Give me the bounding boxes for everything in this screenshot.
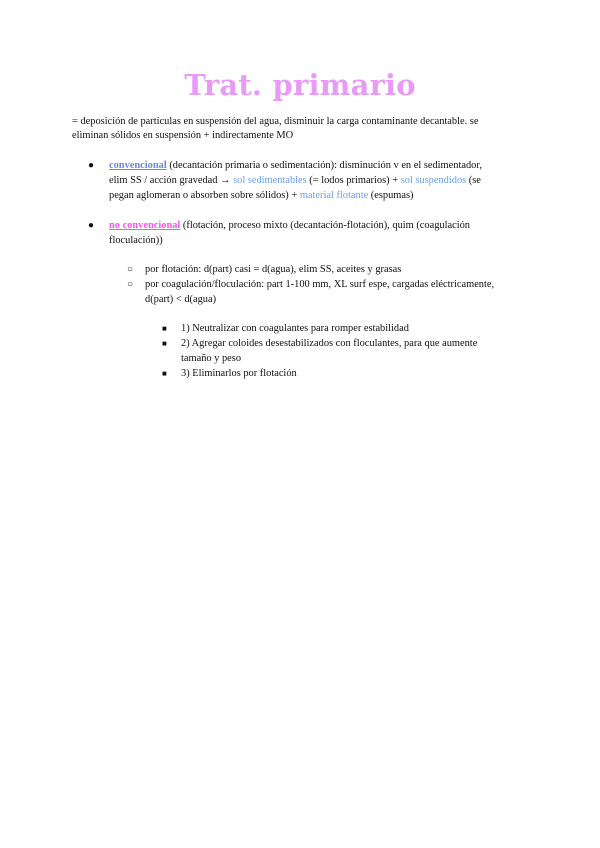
square-bullet-icon: ■ [162,324,167,333]
item-text: (= lodos primarios) + [306,175,401,186]
list-item-convencional [109,158,529,203]
step-1: 1) Neutralizar con coagulantes para romper estabilidad [181,323,409,334]
subitem-flotacion: por flotación: d(part) casi = d(agua), elim SS, aceites y grasas [145,264,402,275]
step-2 [181,336,521,366]
item-text: pegan aglomeran o absorben sobre sólidos) + [109,190,300,201]
circle-bullet-icon: ○ [127,264,134,275]
list-item-no-convencional [109,218,529,248]
circle-bullet-icon: ○ [127,279,134,290]
item-text: tamaño y peso [181,353,242,364]
subitem-coagulacion [145,277,530,307]
bullet-icon: ● [88,160,95,171]
item-text: d(part) < d(agua) [145,294,217,305]
item-text: elim SS / acción gravedad → [109,175,234,186]
term-sol-suspendidos: sol suspendidos [400,175,467,186]
item-text: (decantación primaria o sedimentación): disminución v en el sedimentador, [166,160,482,171]
item-text: 2) Agregar coloides desestabilizados con floculantes, para que aumente [181,338,478,349]
intro-line-1: = deposición de partículas en suspensión del agua, disminuir la carga contaminante decantable. se [72,116,479,127]
keyword-no-convencional: no convencional [109,220,181,231]
item-text: floculación)) [109,235,163,246]
item-text: (se [466,175,481,186]
intro-paragraph [72,115,530,143]
item-text: por coagulación/floculación: part 1-100 mm, XL surf espe, cargadas eléctricamente, [145,279,495,290]
term-material-flotante: material flotante [299,190,369,201]
intro-line-2: eliminan sólidos en suspensión + indirectamente MO [72,130,294,141]
bullet-icon: ● [88,220,95,231]
square-bullet-icon: ■ [162,369,167,378]
page-title: Trat. primario [184,68,416,102]
term-sol-sedimentables: sol sedimentables [233,175,307,186]
step-3: 3) Eliminarlos por flotación [181,368,297,379]
item-text: (espumas) [368,190,414,201]
item-text: (flotación, proceso mixto (decantación-flotación), quim (coagulación [180,220,470,231]
keyword-convencional: convencional [109,160,167,171]
square-bullet-icon: ■ [162,339,167,348]
